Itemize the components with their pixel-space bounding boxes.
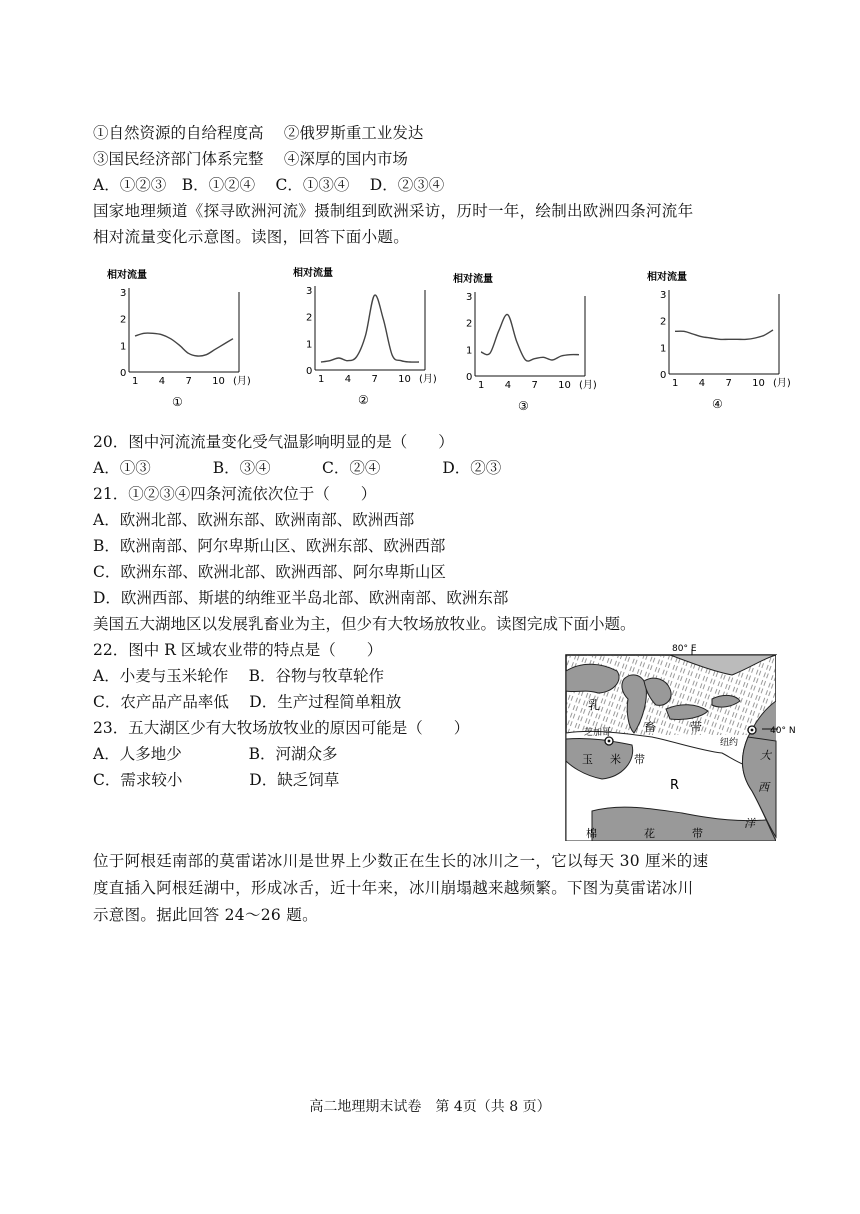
x-tick-label: 10 [558,380,571,391]
intro-great-lakes: 美国五大湖地区以发展乳畜业为主，但少有大牧场放牧业。读图完成下面小题。 [93,615,636,633]
y-tick-label: 0 [120,368,127,379]
x-tick-label: 10 [398,374,411,385]
x-tick-label: 4 [158,376,166,387]
chart-numeral: ④ [712,397,723,411]
y-tick-label: 3 [466,292,473,303]
page-footer: 高二地理期末试卷 第 4页（共 8 页） [309,1099,551,1115]
chart-ylabel: 相对流量 [647,272,687,283]
x-tick-label: 1 [672,378,679,389]
x-tick-label: 10 [752,378,765,389]
river-chart-2 [293,266,437,407]
y-tick-label: 2 [120,314,127,326]
question-21: 21．①②③④四条河流依次位于（ ） [93,485,377,503]
chart-numeral: ② [358,393,369,407]
x-unit-label: (月) [419,374,437,385]
x-unit-label: (月) [233,376,251,387]
question-22-options-ab: A．小麦与玉米轮作 B．谷物与牧草轮作 [93,667,385,685]
y-tick-label: 1 [466,345,473,357]
corn-label-1: 玉 [582,753,593,766]
x-unit-label: (月) [773,378,791,389]
flow-line [321,295,419,362]
intro-glacier-1: 位于阿根廷南部的莫雷诺冰川是世界上少数正在生长的冰川之一，它以每天 30 厘米的速 [93,852,709,870]
question-22-options-cd: C．农产品产品率低 D．生产过程简单粗放 [93,693,402,711]
dairy-label-2: 畜 [644,720,657,734]
ocean-label-1: 大 [760,749,771,762]
ocean-label-2: 西 [758,781,769,794]
x-tick-label: 4 [504,380,512,391]
y-tick-label: 1 [306,339,313,351]
cotton-label-2: 花 [644,827,655,840]
chart-numeral: ③ [518,399,529,413]
question-23-options-ab: A．人多地少 B．河湖众多 [93,745,338,763]
x-tick-label: 4 [698,378,706,389]
question-21-option-c: C．欧洲东部、欧洲北部、欧洲西部、阿尔卑斯山区 [93,563,446,581]
y-tick-label: 0 [306,366,313,377]
chicago-label: 芝加哥 [584,728,612,738]
y-tick-label: 3 [120,288,127,299]
y-tick-label: 0 [466,372,473,383]
y-tick-label: 2 [660,316,667,328]
y-tick-label: 3 [306,286,313,297]
y-tick-label: 1 [660,343,667,355]
newyork-label: 纽约 [720,738,739,748]
great-lakes-map [562,641,812,841]
x-tick-label: 1 [132,376,139,387]
lat-label: 40° N [770,726,796,736]
question-22: 22．图中 R 区域农业带的特点是（ ） [93,641,383,659]
cotton-label-1: 棉 [586,827,597,840]
x-tick-label: 7 [371,374,378,385]
x-tick-label: 1 [318,374,325,385]
ocean-label-3: 洋 [744,817,755,830]
option-line-2: ③国民经济部门体系完整 ④深厚的国内市场 [93,150,408,168]
y-tick-label: 0 [660,370,667,381]
river-chart-4 [647,270,791,411]
answer-choices-19: A．①②③ B．①②④ C．①③④ D．②③④ [93,176,445,194]
region-r-label: R [670,778,680,793]
x-tick-label: 7 [725,378,732,389]
flow-line [481,314,579,361]
question-23: 23．五大湖区少有大牧场放牧业的原因可能是（ ） [93,719,470,737]
x-unit-label: (月) [579,380,597,391]
x-tick-label: 10 [212,376,225,387]
question-20-options: A．①③ B．③④ C．②④ D．②③ [93,459,502,477]
river-chart-3 [453,272,597,413]
river-chart-1 [107,268,251,409]
flow-line [675,330,773,339]
question-21-option-a: A．欧洲北部、欧洲东部、欧洲南部、欧洲西部 [93,511,415,529]
y-tick-label: 3 [660,290,667,301]
corn-label-2: 米 [610,753,621,766]
y-tick-label: 1 [120,341,127,353]
intro-europe-rivers-1: 国家地理频道《探寻欧洲河流》摄制组到欧洲采访，历时一年，绘制出欧洲四条河流年 [93,202,694,220]
intro-glacier-2: 度直插入阿根廷湖中，形成冰舌，近十年来，冰川崩塌越来越频繁。下图为莫雷诺冰川 [93,879,694,897]
dairy-label-3: 带 [690,720,703,734]
lon-label: 80° E [672,644,697,654]
intro-glacier-3: 示意图。据此回答 24～26 题。 [93,906,318,924]
intro-europe-rivers-2: 相对流量变化示意图。读图，回答下面小题。 [93,228,410,246]
option-line-1: ①自然资源的自给程度高 ②俄罗斯重工业发达 [93,124,424,142]
x-tick-label: 7 [531,380,538,391]
chart-ylabel: 相对流量 [453,274,493,285]
x-tick-label: 7 [185,376,192,387]
x-tick-label: 1 [478,380,485,391]
cotton-label-3: 带 [692,827,703,840]
river-charts-figure [93,260,853,425]
question-20: 20．图中河流流量变化受气温影响明显的是（ ） [93,433,454,451]
question-23-options-cd: C．需求较小 D．缺乏饲草 [93,771,340,789]
flow-line [135,333,233,356]
question-21-option-b: B．欧洲南部、阿尔卑斯山区、欧洲东部、欧洲西部 [93,537,446,555]
x-tick-label: 4 [344,374,352,385]
y-tick-label: 2 [306,312,313,324]
corn-label-3: 带 [634,753,645,766]
chart-ylabel: 相对流量 [107,270,147,281]
question-21-option-d: D．欧洲西部、斯堪的纳维亚半岛北部、欧洲南部、欧洲东部 [93,589,509,607]
dairy-label-1: 乳 [588,698,601,712]
chart-ylabel: 相对流量 [293,268,333,279]
chart-numeral: ① [172,395,183,409]
y-tick-label: 2 [466,318,473,330]
